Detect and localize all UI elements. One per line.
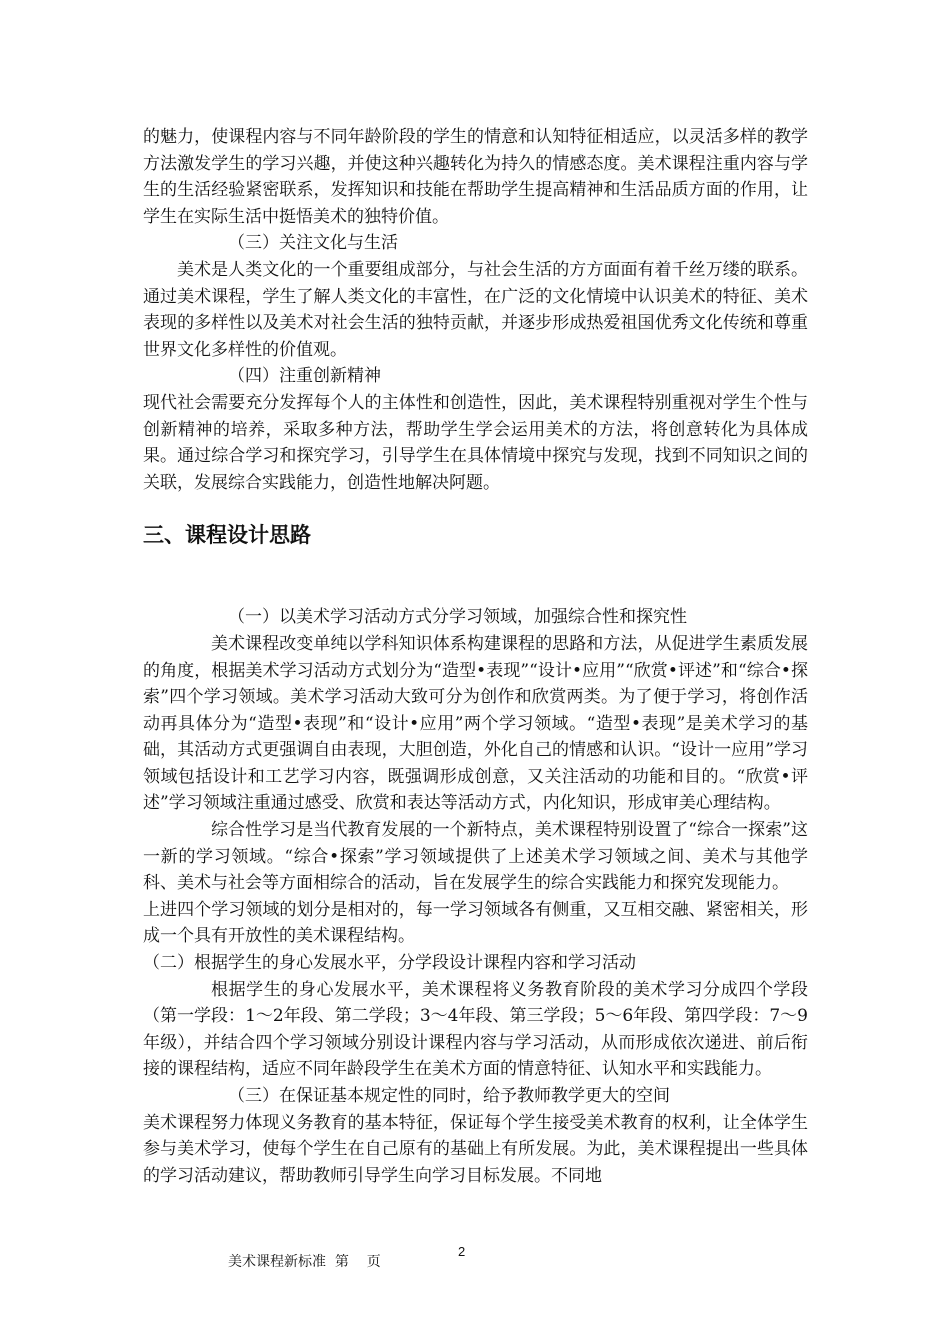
paragraph-culture: 美术是人类文化的一个重要组成部分，与社会生活的方方面面有着千丝万缕的联系。通过美术课程，学生了解人类文化的丰富性，在广泛的文化情境中认识美术的特征、美术表现的多样性以及美术对社会生活的独特贡献，并逐步形成热爱祖国优秀文化传统和尊重世界文化多样性的价值观。 (143, 259, 808, 360)
section-heading: 三、课程设计思路 (143, 523, 311, 548)
paragraph-division: 上进四个学习领域的划分是相对的，每一学习领域各有侧重，又互相交融、紧密相关，形成一个具有开放性的美术课程结构。 (143, 899, 808, 947)
subheading-innovation: （四）注重创新精神 (228, 366, 381, 387)
paragraph-stages: 根据学生的身心发展水平，美术课程将义务教育阶段的美术学习分成四个学段（第一学段：1～2年段、第二学段；3～4年段、第三学段；5～6年段、第四学段：7～9年级），并结合四个学习领域分别设计课程内容与学习活动，从而形成依次递进、前后衔接的课程结构，适应不同年龄段学生在美术方面的情意特征、认知水平和实践能力。 (143, 979, 808, 1080)
footer-label: 美术课程新标准 第 页 (228, 1254, 381, 1270)
subheading-learning-areas: （一）以美术学习活动方式分学习领域，加强综合性和探究性 (228, 607, 687, 628)
subheading-culture-life: （三）关注文化与生活 (228, 233, 398, 254)
paragraph-innovation: 现代社会需要充分发挥每个人的主体性和创造性，因此，美术课程特别重视对学生个性与创新精神的培养，采取多种方法，帮助学生学会运用美术的方法，将创意转化为具体成果。通过综合学习和探究学习，引导学生在具体情境中探究与发现，找到不同知识之间的关联，发展综合实践能力，创造性地解决阿题。 (143, 392, 808, 493)
spacer (143, 496, 808, 520)
paragraph-teacher-space: 美术课程努力体现义务教育的基本特征，保证每个学生接受美术教育的权利，让全体学生参与美术学习，使每个学生在自己原有的基础上有所发展。为此，美术课程提出一些具体的学习活动建议，帮助教师引导学生向学习目标发展。不同地 (143, 1112, 808, 1186)
subheading-teacher-space: （三）在保证基本规定性的同时，给予教师教学更大的空间 (228, 1086, 670, 1106)
subheading-stages: （二）根据学生的身心发展水平，分学段设计课程内容和学习活动 (143, 953, 636, 974)
page-number: 2 (458, 1244, 466, 1259)
document-body (143, 124, 808, 1189)
paragraph-comprehensive: 综合性学习是当代教育发展的一个新特点，美术课程特别设置了“综合一探索”这一新的学习领域。“综合•探索”学习领域提供了上述美术学习领域之间、美术与其他学科、美术与社会等方面相综合的活动，旨在发展学生的综合实践能力和探究发现能力。 (143, 820, 808, 894)
spacer (143, 550, 808, 604)
paragraph-learning-areas: 美术课程改变单纯以学科知识体系构建课程的思路和方法，从促进学生素质发展的角度，根据美术学习活动方式划分为“造型•表现”“设计•应用”“欣赏•评述”和“综合•探索”四个学习领域。美术学习活动大致可分为创作和欣赏两类。为了便于学习，将创作活动再具体分为“造型•表现”和“设计•应用”两个学习领域。“造型•表现”是美术学习的基础，其活动方式更强调自由表现，大胆创造，外化自己的情感和认识。“设计一应用”学习领域包括设计和工艺学习内容，既强调形成创意，又关注活动的功能和目的。“欣赏•评述”学习领域注重通过感受、欣赏和表达等活动方式，内化知识，形成审美心理结构。 (143, 633, 808, 814)
paragraph-continuation: 的魅力，使课程内容与不同年龄阶段的学生的情意和认知特征相适应，以灵活多样的教学方法激发学生的学习兴趣，并使这种兴趣转化为持久的情感态度。美术课程注重内容与学生的生活经验紧密联系，发挥知识和技能在帮助学生提高精神和生活品质方面的作用，让学生在实际生活中挺悟美术的独特价值。 (143, 127, 808, 227)
